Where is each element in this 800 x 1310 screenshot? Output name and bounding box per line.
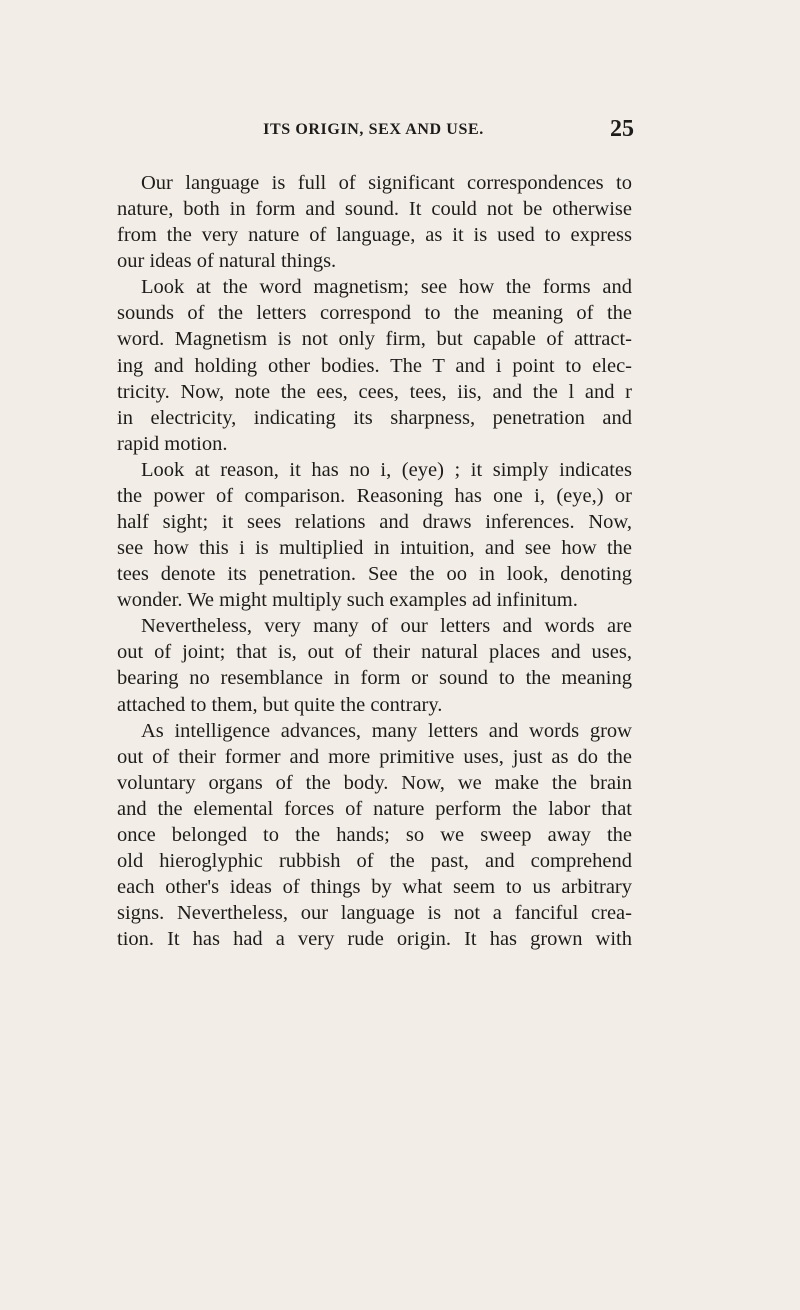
body-text [117, 170, 632, 952]
page-number: 25 [610, 116, 634, 142]
text-line: old hieroglyphic rubbish of the past, and comprehend [117, 850, 632, 873]
text-line: As intelligence advances, many letters and words grow [141, 719, 632, 742]
text-line: tricity. Now, note the ees, cees, tees, iis, and the l and r [117, 380, 632, 403]
text-line: voluntary organs of the body. Now, we make the brain [117, 771, 632, 794]
text-line: Look at the word magnetism; see how the forms and [141, 276, 632, 299]
text-line: the power of comparison. Reasoning has one i, (eye,) or [117, 484, 632, 507]
text-line: Nevertheless, very many of our letters and words are [141, 615, 632, 638]
text-line: Our language is full of significant correspondences to [141, 172, 632, 194]
text-line: our ideas of natural things. [117, 250, 337, 273]
running-head [117, 116, 634, 142]
text-line: tees denote its penetration. See the oo in look, denoting [117, 563, 632, 586]
text-line: once belonged to the hands; so we sweep away the [117, 823, 632, 846]
text-line: ing and holding other bodies. The T and i point to elec- [117, 354, 632, 377]
text-line: Look at reason, it has no i, (eye) ; it simply indicates [141, 458, 632, 481]
running-title: ITS ORIGIN, SEX AND USE. [263, 121, 484, 138]
text-line: from the very nature of language, as it is used to express [117, 224, 632, 247]
text-line: each other's ideas of things by what seem to us arbitrary [117, 876, 632, 899]
text-line: rapid motion. [117, 432, 228, 455]
text-line: and the elemental forces of nature perform the labor that [117, 797, 632, 820]
text-line: attached to them, but quite the contrary. [117, 693, 443, 716]
text-line: wonder. We might multiply such examples ad infinitum. [117, 589, 578, 612]
text-line: in electricity, indicating its sharpness, penetration and [117, 406, 632, 429]
text-line: sounds of the letters correspond to the meaning of the [117, 302, 632, 325]
text-line: nature, both in form and sound. It could not be otherwise [117, 198, 632, 221]
text-line: signs. Nevertheless, our language is not a fanciful crea- [117, 902, 632, 925]
text-line: out of their former and more primitive uses, just as do the [117, 745, 632, 768]
text-line: out of joint; that is, out of their natural places and uses, [117, 641, 632, 664]
text-line: half sight; it sees relations and draws inferences. Now, [117, 511, 632, 534]
text-line: tion. It has had a very rude origin. It has grown with [117, 928, 632, 951]
text-line: bearing no resemblance in form or sound to the meaning [117, 667, 632, 690]
text-line: see how this i is multiplied in intuition, and see how the [117, 537, 632, 560]
text-line: word. Magnetism is not only firm, but capable of attract- [117, 328, 632, 351]
